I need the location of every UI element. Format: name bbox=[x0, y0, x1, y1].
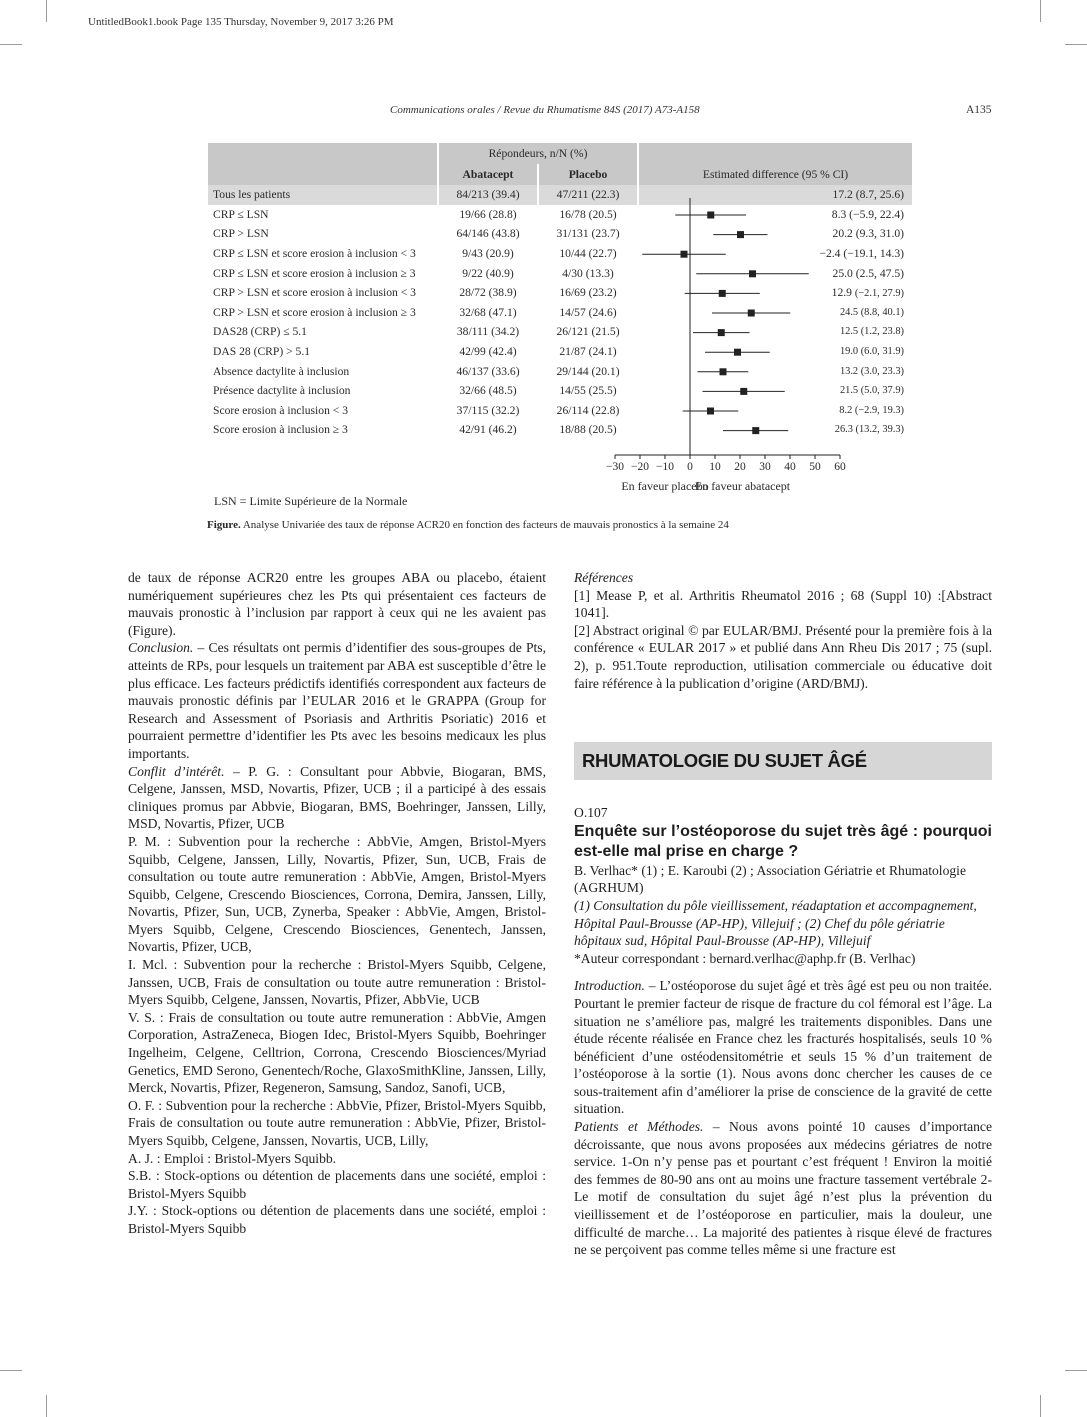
point-estimate bbox=[740, 388, 747, 395]
row-label: CRP ≤ LSN et score erosion à inclusion < 3 bbox=[213, 247, 416, 261]
disclosure-sb: S.B. : Stock-options ou détention de placements dans une société, emploi : Bristol-Myers Squibb bbox=[128, 1168, 546, 1201]
row-label: CRP ≤ LSN et score erosion à inclusion ≥ 3 bbox=[213, 266, 416, 280]
point-estimate bbox=[737, 231, 744, 238]
abatacept-value: 64/146 (43.8) bbox=[456, 227, 520, 241]
crop-mark bbox=[1065, 44, 1087, 45]
difference-value: 8.2 (−2.9, 19.3) bbox=[839, 404, 905, 416]
difference-value: 20.2 (9.3, 31.0) bbox=[832, 227, 905, 241]
placebo-value: 18/88 (20.5) bbox=[559, 423, 617, 437]
references-title: Références bbox=[574, 570, 634, 585]
section-title: RHUMATOLOGIE DU SUJET ÂGÉ bbox=[582, 750, 867, 772]
page-number: A135 bbox=[966, 104, 992, 116]
figure-caption-label: Figure. bbox=[207, 519, 241, 531]
disclosure-vs: V. S. : Frais de consultation ou toute autre remuneration : AbbVie, Amgen Corporation, AstraZeneca, Biogen Idec, Bristol-Myers Squibb, Boehringer Ingelheim, Celgene, Celltrion, Corrona, Crescendo Biosciences/Myriad Genetics, EMD Serono, Genentech/Roche, GlaxoSmithKline, Janssen, Lilly, Merck, Novartis, Pfizer, Regeneron, Samsung, Sandoz, Sanofi, UCB, bbox=[128, 1009, 546, 1096]
conflict-label: Conflit d’intérêt. bbox=[128, 763, 225, 779]
difference-ci: (−2.1, 27.9) bbox=[854, 288, 905, 300]
difference-value: 13.2 (3.0, 23.3) bbox=[839, 365, 905, 377]
placebo-value: 14/55 (25.5) bbox=[559, 384, 617, 398]
abstract-number: O.107 bbox=[574, 805, 608, 821]
point-estimate bbox=[720, 368, 727, 375]
placebo-value: 26/121 (21.5) bbox=[556, 325, 620, 339]
methods-text: – Nous avons pointé 10 causes d’importance décroissante, que nous avons proposées aux médecins gériatres de notre service. 1-On n’y pense pas et pourtant c’est fréquent ! Environ la moitié des femmes de 80-90 ans ont au moins une fracture tassement vertébrale 2-Le motif de consultation du sujet âgé n’est plus la prévention du vieillissement et de l’ostéoporose en particulier, mais la douleur, une difficulté de marche… La majorité des patientes à risque élevé de fractures ne se perçoivent pas comme telles même si une fracture est bbox=[574, 1119, 992, 1258]
col-header-abatacept: Abatacept bbox=[438, 164, 538, 185]
forest-plot bbox=[590, 198, 850, 498]
placebo-value: 29/144 (20.1) bbox=[556, 364, 620, 378]
abatacept-value: 42/91 (46.2) bbox=[459, 423, 517, 437]
row-label: Présence dactylite à inclusion bbox=[213, 384, 351, 398]
disclosure-pm: P. M. : Subvention pour la recherche : AbbVie, Amgen, Bristol-Myers Squibb, Celgene, Janssen, Lilly, Novartis, Pfizer, Sun, UCB, Frais de consultation ou toute autre remuneration : AbbVie, Amgen, Bristol-Myers Squibb, Celgene, Crescendo Biosciences, Corrona, Demira, Janssen, Lilly, Novartis, Pfizer, Sun, UCB, Zynerba, Speaker : AbbVie, Amgen, Bristol-Myers Squibb, Celgene, Crescendo Biosciences, Genentech, Janssen, Novartis, Pfizer, UCB, bbox=[128, 833, 546, 955]
row-label: Score erosion à inclusion ≥ 3 bbox=[213, 423, 348, 437]
x-tick-label: −10 bbox=[656, 461, 674, 473]
header-group-responders: Répondeurs, n/N (%) bbox=[438, 143, 638, 164]
crop-mark bbox=[1065, 1370, 1087, 1371]
x-tick-label: 20 bbox=[734, 461, 746, 473]
point-estimate bbox=[734, 349, 741, 356]
introduction-text: – L’ostéoporose du sujet âgé et très âgé est peu ou non traitée. Pourtant le premier facteur de risque de fracture du col fémoral est l’âge. La situation ne s’améliore pas, malgré les traitements disponibles. Dans une étude récente réalisée en France chez les fracturés hospitalisés, seuls 10 % bénéficient d’une ostéodensitométrie et seuls 15 % d’un traitement de l’ostéoporose à la sortie (1). Nous avons donc chercher les causes de ce sous-traitement afin d’améliorer la prise de conscience de la gravité de cette situation. bbox=[574, 978, 992, 1117]
row-label: Absence dactylite à inclusion bbox=[213, 364, 350, 378]
left-column bbox=[128, 569, 546, 1238]
reference-1: [1] Mease P, et al. Arthritis Rheumatol 2016 ; 68 (Suppl 10) :[Abstract 1041]. bbox=[574, 587, 992, 621]
conclusion-label: Conclusion. bbox=[128, 640, 194, 656]
crop-mark bbox=[0, 44, 22, 45]
lsn-footnote: LSN = Limite Supérieure de la Normale bbox=[214, 494, 408, 508]
methods-paragraph bbox=[574, 1118, 992, 1259]
crop-mark bbox=[46, 1395, 47, 1417]
row-label: DAS28 (CRP) ≤ 5.1 bbox=[213, 325, 307, 339]
difference-estimate: 12.9 bbox=[831, 286, 855, 300]
section-header bbox=[574, 742, 992, 780]
x-tick-label: 50 bbox=[809, 461, 821, 473]
placebo-value: 21/87 (24.1) bbox=[559, 345, 617, 359]
x-tick-label: 10 bbox=[709, 461, 721, 473]
abatacept-value: 19/66 (28.8) bbox=[459, 207, 517, 221]
abatacept-value: 46/137 (33.6) bbox=[456, 364, 520, 378]
conclusion-paragraph bbox=[128, 639, 546, 762]
x-tick-label: −30 bbox=[606, 461, 624, 473]
abatacept-value: 84/213 (39.4) bbox=[438, 185, 538, 205]
row-label: CRP > LSN bbox=[213, 227, 269, 241]
placebo-value: 16/69 (23.2) bbox=[559, 286, 617, 300]
point-estimate bbox=[752, 427, 759, 434]
difference-value: 21.5 (5.0, 37.9) bbox=[839, 385, 905, 397]
crop-mark bbox=[46, 0, 47, 22]
abatacept-value: 32/68 (47.1) bbox=[459, 305, 517, 319]
difference-value: 24.5 (8.8, 40.1) bbox=[839, 306, 905, 318]
disclosure-aj: A. J. : Emploi : Bristol-Myers Squibb. bbox=[128, 1150, 337, 1166]
abatacept-value: 9/43 (20.9) bbox=[462, 247, 514, 261]
figure-caption-text: Analyse Univariée des taux de réponse ACR20 en fonction des facteurs de mauvais pronostics à la semaine 24 bbox=[240, 519, 729, 531]
row-label: CRP > LSN et score erosion à inclusion < 3 bbox=[213, 286, 416, 300]
abstract-authors: B. Verlhac* (1) ; E. Karoubi (2) ; Association Gériatrie et Rhumatologie (AGRHUM) bbox=[574, 862, 966, 896]
conflict-paragraph bbox=[128, 763, 546, 833]
placebo-value: 10/44 (22.7) bbox=[559, 247, 617, 261]
conflict-text: – P. G. : Consultant pour Abbvie, Biogaran, BMS, Celgene, Janssen, MSD, Novartis, Pfizer, UCB ; il a participé à des essais cliniques promus par Abbvie, Biogaran, BMS, Boehringer, Janssen, Lilly, MSD, Novartis, Pfizer, UCB bbox=[128, 763, 546, 832]
introduction-label: Introduction. bbox=[574, 978, 645, 994]
results-paragraph: de taux de réponse ACR20 entre les groupes ABA ou placebo, étaient numériquement supérieures chez les Pts qui présentaient ces facteurs de mauvais pronostic à l’inclusion par rapport à ceux qui ne les avaient pas (Figure). bbox=[128, 570, 546, 638]
placebo-value: 4/30 (13.3) bbox=[562, 266, 614, 280]
difference-value: 25.0 (2.5, 47.5) bbox=[832, 266, 905, 280]
row-label: CRP > LSN et score erosion à inclusion ≥ 3 bbox=[213, 305, 416, 319]
x-tick-label: −20 bbox=[631, 461, 649, 473]
figure-caption bbox=[207, 519, 729, 531]
row-label: DAS 28 (CRP) > 5.1 bbox=[213, 345, 311, 359]
methods-label: Patients et Méthodes. bbox=[574, 1119, 704, 1135]
introduction-paragraph bbox=[574, 977, 992, 1118]
placebo-value: 14/57 (24.6) bbox=[559, 305, 617, 319]
point-estimate bbox=[749, 270, 756, 277]
x-tick-label: 30 bbox=[759, 461, 771, 473]
row-label: Tous les patients bbox=[208, 185, 438, 205]
point-estimate bbox=[707, 212, 714, 219]
disclosure-jy: J.Y. : Stock-options ou détention de placements dans une société, emploi : Bristol-Myers Squibb bbox=[128, 1203, 546, 1236]
row-label: CRP ≤ LSN bbox=[213, 207, 269, 221]
difference-value: 19.0 (6.0, 31.9) bbox=[839, 346, 905, 358]
abstract-affiliations: (1) Consultation du pôle vieillissement, réadaptation et accompagnement, Hôpital Paul-Brousse (AP-HP), Villejuif ; (2) Chef du pôle gériatrie hôpitaux sud, Hôpital Paul-Brousse (AP-HP), Villejuif bbox=[574, 897, 977, 949]
col-header-estimated-difference: Estimated difference (95 % CI) bbox=[638, 164, 912, 185]
x-tick-label: 40 bbox=[784, 461, 796, 473]
favours-abatacept-label: En faveur abatacept bbox=[694, 479, 791, 493]
point-estimate bbox=[748, 310, 755, 317]
point-estimate bbox=[707, 408, 714, 415]
difference-value: 17.2 (8.7, 25.6) bbox=[638, 185, 912, 205]
abatacept-value: 32/66 (48.5) bbox=[459, 384, 517, 398]
difference-value: −2.4 (−19.1, 14.3) bbox=[819, 247, 905, 261]
x-tick-label: 60 bbox=[834, 461, 846, 473]
abatacept-value: 28/72 (38.9) bbox=[459, 286, 517, 300]
point-estimate bbox=[719, 290, 726, 297]
abatacept-value: 38/111 (34.2) bbox=[456, 325, 520, 339]
crop-mark bbox=[0, 1370, 22, 1371]
abatacept-value: 42/99 (42.4) bbox=[459, 345, 517, 359]
x-tick-label: 0 bbox=[687, 461, 693, 473]
file-info-header: UntitledBook1.book Page 135 Thursday, November 9, 2017 3:26 PM bbox=[88, 16, 394, 28]
placebo-value: 47/211 (22.3) bbox=[538, 185, 638, 205]
placebo-value: 31/131 (23.7) bbox=[556, 227, 620, 241]
conclusion-text: – Ces résultats ont permis d’identifier des sous-groupes de Pts, atteints de RPs, pour lesquels un traitement par ABA est susceptible d’être le plus efficace. Les facteurs prédictifs identifiés correspondent aux facteurs de mauvais pronostic définis par l’EULAR 2016 et le GRAPPA (Group for Research and Assessment of Psoriasis and Arthritis Psoriatic) 2016 et pourraient permettre d’identifier les Pts avec les besoins medicaux les plus importants. bbox=[128, 640, 546, 761]
placebo-value: 26/114 (22.8) bbox=[556, 403, 620, 417]
right-column bbox=[574, 569, 992, 1259]
disclosure-imcl: I. Mcl. : Subvention pour la recherche : Bristol-Myers Squibb, Celgene, Janssen, UCB, Frais de consultation ou toute autre remuneration : Bristol-Myers Squibb, Celgene, Janssen, Novartis, Pfizer, AbbVie, UCB bbox=[128, 957, 546, 1008]
corresponding-author: *Auteur correspondant : bernard.verlhac@aphp.fr (B. Verlhac) bbox=[574, 950, 916, 966]
running-head: Communications orales / Revue du Rhumatisme 84S (2017) A73-A158 bbox=[390, 104, 700, 116]
col-header-placebo: Placebo bbox=[538, 164, 638, 185]
point-estimate bbox=[718, 329, 725, 336]
abatacept-value: 37/115 (32.2) bbox=[456, 403, 520, 417]
crop-mark bbox=[1040, 1395, 1041, 1417]
abatacept-value: 9/22 (40.9) bbox=[462, 266, 514, 280]
difference-value: 12.5 (1.2, 23.8) bbox=[839, 326, 905, 338]
crop-mark bbox=[1040, 0, 1041, 22]
difference-value: 8.3 (−5.9, 22.4) bbox=[831, 207, 905, 221]
row-label: Score erosion à inclusion < 3 bbox=[213, 403, 349, 417]
disclosure-of: O. F. : Subvention pour la recherche : AbbVie, Pfizer, Bristol-Myers Squibb, Frais de consultation ou toute autre remuneration : AbbVie, Pfizer, Bristol-Myers Squibb, Celgene, Janssen, Novartis, UCB, Lilly, bbox=[128, 1097, 546, 1148]
reference-2: [2] Abstract original © par EULAR/BMJ. Présenté pour la première fois à la conférence « EULAR 2017 » et publié dans Ann Rheu Dis 2017 ; 75 (supl. 2), p. 951.Toute reproduction, utilisation commerciale ou éducative doit faire référence à la publication d’origine (ARD/BMJ). bbox=[574, 622, 992, 691]
difference-value: 26.3 (13.2, 39.3) bbox=[834, 424, 905, 436]
favours-placebo-label: En faveur placebo bbox=[621, 479, 709, 493]
abstract-title: Enquête sur l’ostéoporose du sujet très âgé : pourquoi est-elle mal prise en charge ? bbox=[574, 822, 992, 860]
point-estimate bbox=[681, 251, 688, 258]
placebo-value: 16/78 (20.5) bbox=[559, 207, 617, 221]
